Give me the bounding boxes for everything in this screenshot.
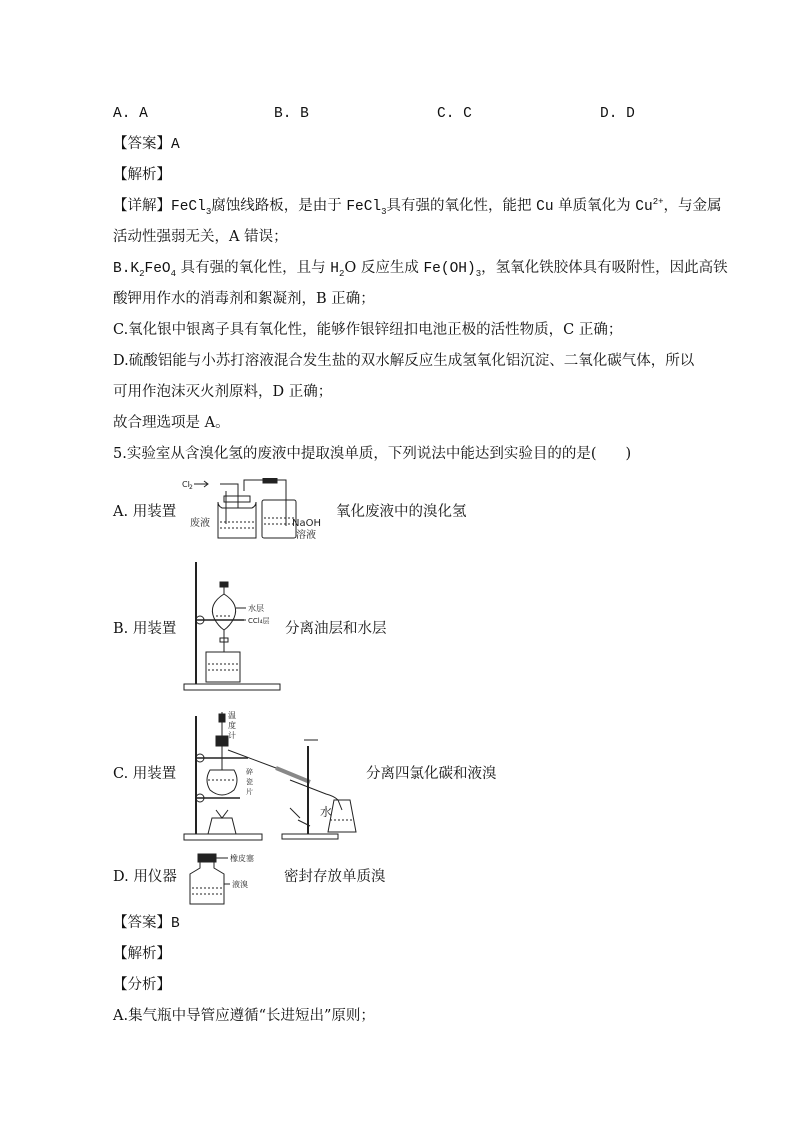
- sand-label-1: 碎: [246, 768, 253, 776]
- choice-d: D. D: [600, 106, 635, 122]
- answer-line-q5: [113, 913, 180, 934]
- stopper-label: 橡皮塞: [230, 854, 254, 863]
- formula: FeCl: [346, 199, 382, 215]
- option-d-suffix: 密封存放单质溴: [284, 869, 386, 885]
- formula: Fe(OH): [423, 261, 476, 277]
- naoh-label: NaOH: [292, 518, 321, 529]
- text-run: 腐蚀线路板，是由于: [211, 198, 347, 214]
- distillation-apparatus-figure: [180, 710, 370, 842]
- detail-line-6: D.硫酸铝能与小苏打溶液混合发生盐的双水解反应生成氢氧化铝沉淀、二氧化碳气体，所以: [113, 353, 695, 369]
- detail-line-5: C.氧化银中银离子具有氧化性，能够作银锌纽扣电池正极的活性物质，C 正确；: [113, 322, 623, 338]
- gas-washing-apparatus-figure: [182, 478, 332, 548]
- detail-line-2: 活动性强弱无关，A 错误；: [113, 229, 288, 245]
- option-c-prefix: C. 用装置: [113, 766, 177, 782]
- option-a-prefix: A. 用装置: [113, 504, 177, 520]
- answer-line-q4: [113, 134, 180, 155]
- reagent-bottle-figure: [184, 852, 284, 908]
- subscript: 3: [475, 268, 482, 279]
- analysis-line: A.集气瓶中导管应遵循“长进短出”原则；: [113, 1008, 375, 1024]
- subscript: 2: [338, 268, 345, 279]
- subscript: 2: [139, 268, 145, 279]
- ccl4-layer-label: CCl₄层: [248, 617, 270, 625]
- option-b-prefix: B. 用装置: [113, 621, 177, 637]
- detail-label: 【详解】: [113, 198, 171, 214]
- water-label: 水: [320, 805, 333, 819]
- formula: Cu: [635, 199, 653, 215]
- cl2-label: Cl: [182, 480, 190, 489]
- separatory-funnel-figure: [180, 560, 285, 692]
- option-d-prefix: D. 用仪器: [113, 869, 177, 885]
- choice-b: B. B: [274, 106, 309, 122]
- answer-value: B: [171, 916, 180, 932]
- text-run: ，与金属: [663, 198, 722, 214]
- analysis-sub-label: 【分析】: [113, 977, 171, 993]
- text-run: O 反应生成: [344, 260, 424, 276]
- formula: B.K: [113, 261, 140, 277]
- detail-line-3: [113, 258, 728, 279]
- formula: FeO: [144, 261, 171, 277]
- subscript: 3: [205, 206, 212, 217]
- choice-c: C. C: [437, 106, 472, 122]
- choice-a: A. A: [113, 106, 148, 122]
- formula: FeCl: [171, 199, 206, 215]
- formula: H: [330, 261, 339, 277]
- text-run: 单质氧化为: [553, 198, 636, 214]
- thermometer-label-2: 度: [228, 721, 236, 730]
- solution-label: 溶液: [296, 530, 316, 541]
- detail-line-1: [113, 196, 722, 217]
- text-run: ，氢氧化铁胶体具有吸附性，因此高铁: [481, 260, 728, 276]
- cl2-sub-label: 2: [189, 484, 193, 491]
- answer-label: 【答案】: [113, 915, 171, 931]
- superscript: 2+: [652, 197, 664, 208]
- option-b-suffix: 分离油层和水层: [285, 621, 387, 637]
- conclusion-line: 故合理选项是 A。: [113, 415, 230, 431]
- answer-label: 【答案】: [113, 136, 171, 152]
- text-run: 具有强的氧化性，能把: [386, 198, 537, 214]
- text-run: 具有强的氧化性，且与: [176, 260, 331, 276]
- sand-label-3: 片: [246, 788, 253, 796]
- sand-label-2: 瓷: [246, 778, 253, 786]
- option-c-suffix: 分离四氯化碳和液溴: [366, 766, 497, 782]
- analysis-label-q5: 【解析】: [113, 946, 171, 962]
- thermometer-label-3: 计: [228, 731, 236, 740]
- option-a-suffix: 氧化废液中的溴化氢: [336, 504, 467, 520]
- liquid-label: 液溴: [232, 880, 248, 889]
- waste-label: 废液: [190, 518, 210, 529]
- water-layer-label: 水层: [248, 604, 264, 613]
- formula: Cu: [536, 199, 554, 215]
- subscript: 3: [381, 206, 387, 217]
- question-5-stem: 5.实验室从含溴化氢的废液中提取溴单质，下列说法中能达到实验目的的是( ): [113, 446, 632, 462]
- thermometer-label-1: 温: [228, 711, 236, 720]
- detail-line-4: 酸钾用作水的消毒剂和絮凝剂，B 正确；: [113, 291, 375, 307]
- subscript: 4: [170, 268, 177, 279]
- analysis-label-q4: 【解析】: [113, 167, 171, 183]
- answer-value: A: [171, 137, 180, 153]
- detail-line-7: 可用作泡沫灭火剂原料，D 正确；: [113, 384, 333, 400]
